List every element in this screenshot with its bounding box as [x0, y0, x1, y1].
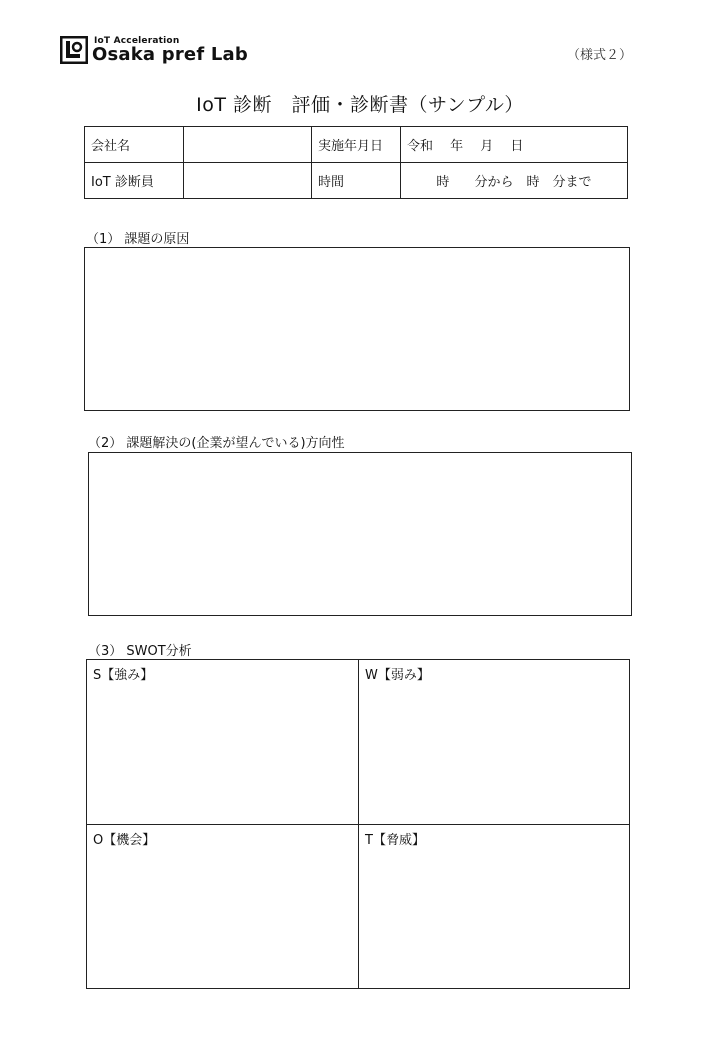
info-table — [84, 126, 628, 199]
swot-threats-label: T【脅威】 — [365, 833, 425, 848]
swot-weaknesses-box[interactable] — [359, 660, 629, 825]
time-label: 時間 — [312, 163, 401, 199]
company-field[interactable] — [184, 127, 312, 163]
swot-threats-box[interactable] — [359, 825, 629, 988]
time-field[interactable]: 時 分から 時 分まで — [401, 163, 628, 199]
swot-opportunities-label: O【機会】 — [93, 833, 156, 848]
swot-opportunities-box[interactable] — [87, 825, 359, 988]
diagnostician-field[interactable] — [184, 163, 312, 199]
swot-strengths-box[interactable] — [87, 660, 359, 825]
table-row — [85, 127, 628, 163]
cause-input-box[interactable] — [84, 247, 630, 411]
table-row — [85, 163, 628, 199]
direction-input-box[interactable] — [88, 452, 632, 616]
lab-logo-icon — [60, 36, 88, 64]
date-field[interactable]: 令和 年 月 日 — [401, 127, 628, 163]
direction-section-label: （2） 課題解決の(企業が望んでいる)方向性 — [88, 436, 345, 451]
diagnostician-label: IoT 診断員 — [85, 163, 184, 199]
swot-weaknesses-label: W【弱み】 — [365, 668, 430, 683]
company-label: 会社名 — [85, 127, 184, 163]
logo — [60, 36, 250, 68]
swot-section-label: （3） SWOT分析 — [88, 644, 192, 659]
logo-title: Osaka pref Lab — [92, 44, 248, 65]
date-label: 実施年月日 — [312, 127, 401, 163]
swot-grid — [86, 659, 630, 989]
cause-section-label: （1） 課題の原因 — [86, 232, 190, 247]
logo-subtitle: IoT Acceleration — [94, 36, 180, 46]
form-number: （様式２） — [566, 48, 632, 63]
page-title: IoT 診断 評価・診断書（サンプル） — [196, 94, 524, 116]
swot-strengths-label: S【強み】 — [93, 668, 154, 683]
